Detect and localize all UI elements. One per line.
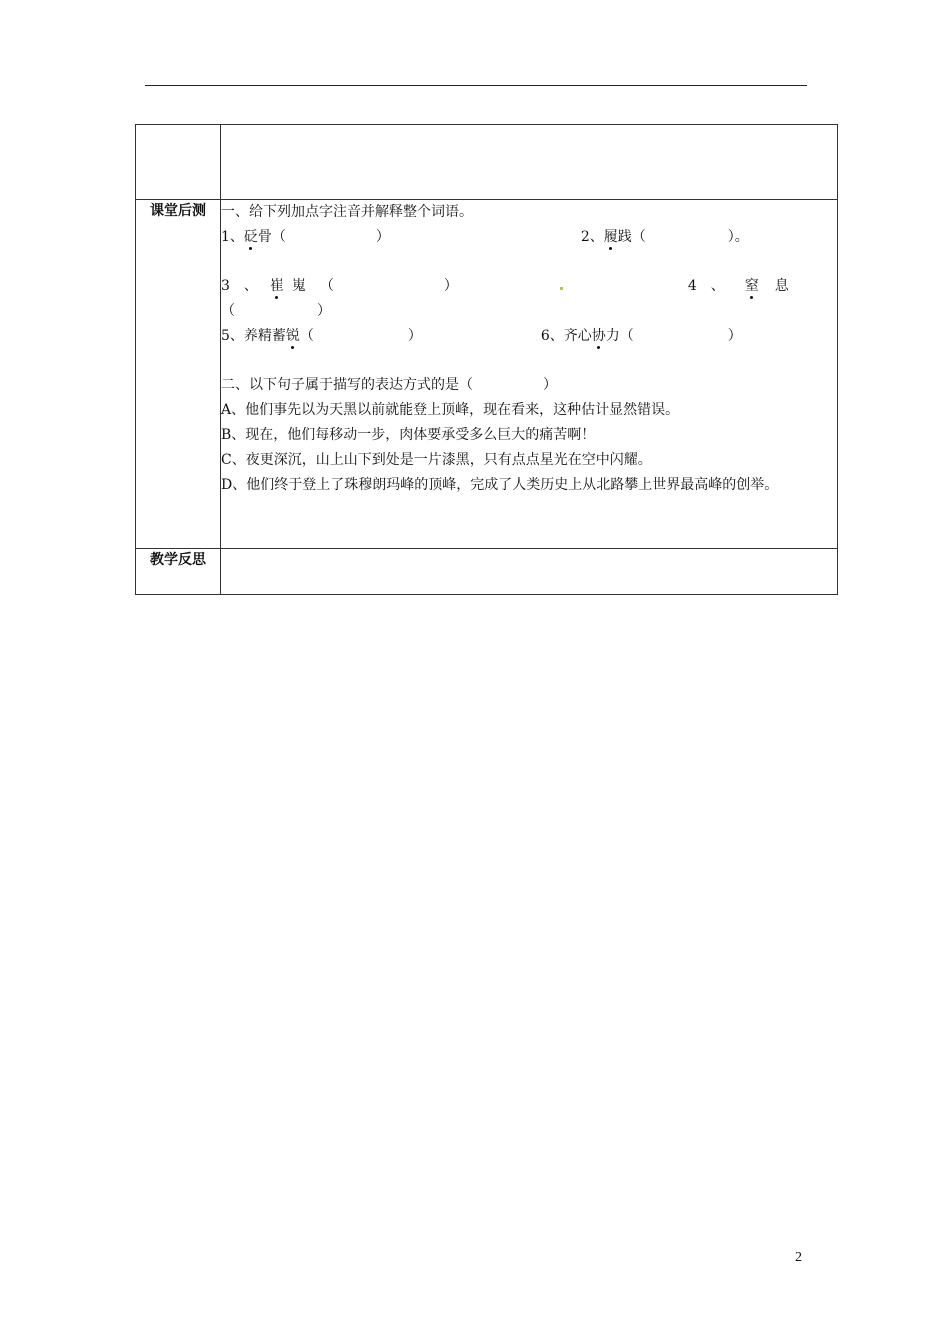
item2: 2、履践（ ）。 [580,229,749,245]
blank-row [136,125,838,200]
option-a: A、他们事先以为天黑以前就能登上顶峰，现在看来，这种估计显然错误。 [221,402,680,418]
dotted-char: 锐 [285,328,300,344]
item3: 3 、 崔 嵬 （ ） [221,278,458,294]
dotted-char: 协 [591,328,606,344]
item6: 6、齐心协力（ ） [540,328,742,344]
post-class-test-row [136,200,838,549]
items-row-3 [221,324,837,349]
test-content [221,200,838,549]
dotted-char: 履 [603,229,618,245]
part1-title: 一、给下列加点字注音并解释整个词语。 [221,204,473,220]
reflection-label: 教学反思 [136,549,221,595]
part2-title: 二、以下句子属于描写的表达方式的是（ ） [221,377,557,393]
item1: 1、砭骨（ ） [221,229,390,245]
highlight-mark [560,287,563,290]
item5: 5、养精蓄锐（ ） [221,328,422,344]
dotted-char: 崔 [269,278,284,294]
blank-content-cell [221,125,838,200]
option-d: D、他们终于登上了珠穆朗玛峰的顶峰，完成了人类历史上从北路攀上世界最高峰的创举。 [221,477,779,493]
reflection-row [136,549,838,595]
page-number: 2 [795,1250,802,1265]
item4-answer: （ ） [221,303,331,319]
option-b: B、现在，他们每移动一步，肉体要承受多么巨大的痛苦啊！ [221,427,596,443]
reflection-content [221,549,838,595]
items-row-1 [221,225,837,250]
worksheet-table [135,124,838,595]
section-label: 课堂后测 [136,200,221,549]
item4: 4 、 窒 息 [687,278,789,294]
dotted-char: 砭 [243,229,258,245]
blank-label-cell [136,125,221,200]
header-rule [145,85,807,86]
dotted-char: 窒 [744,278,759,294]
option-c: C、夜更深沉，山上山下到处是一片漆黑，只有点点星光在空中闪耀。 [221,452,652,468]
items-row-2 [221,274,837,299]
